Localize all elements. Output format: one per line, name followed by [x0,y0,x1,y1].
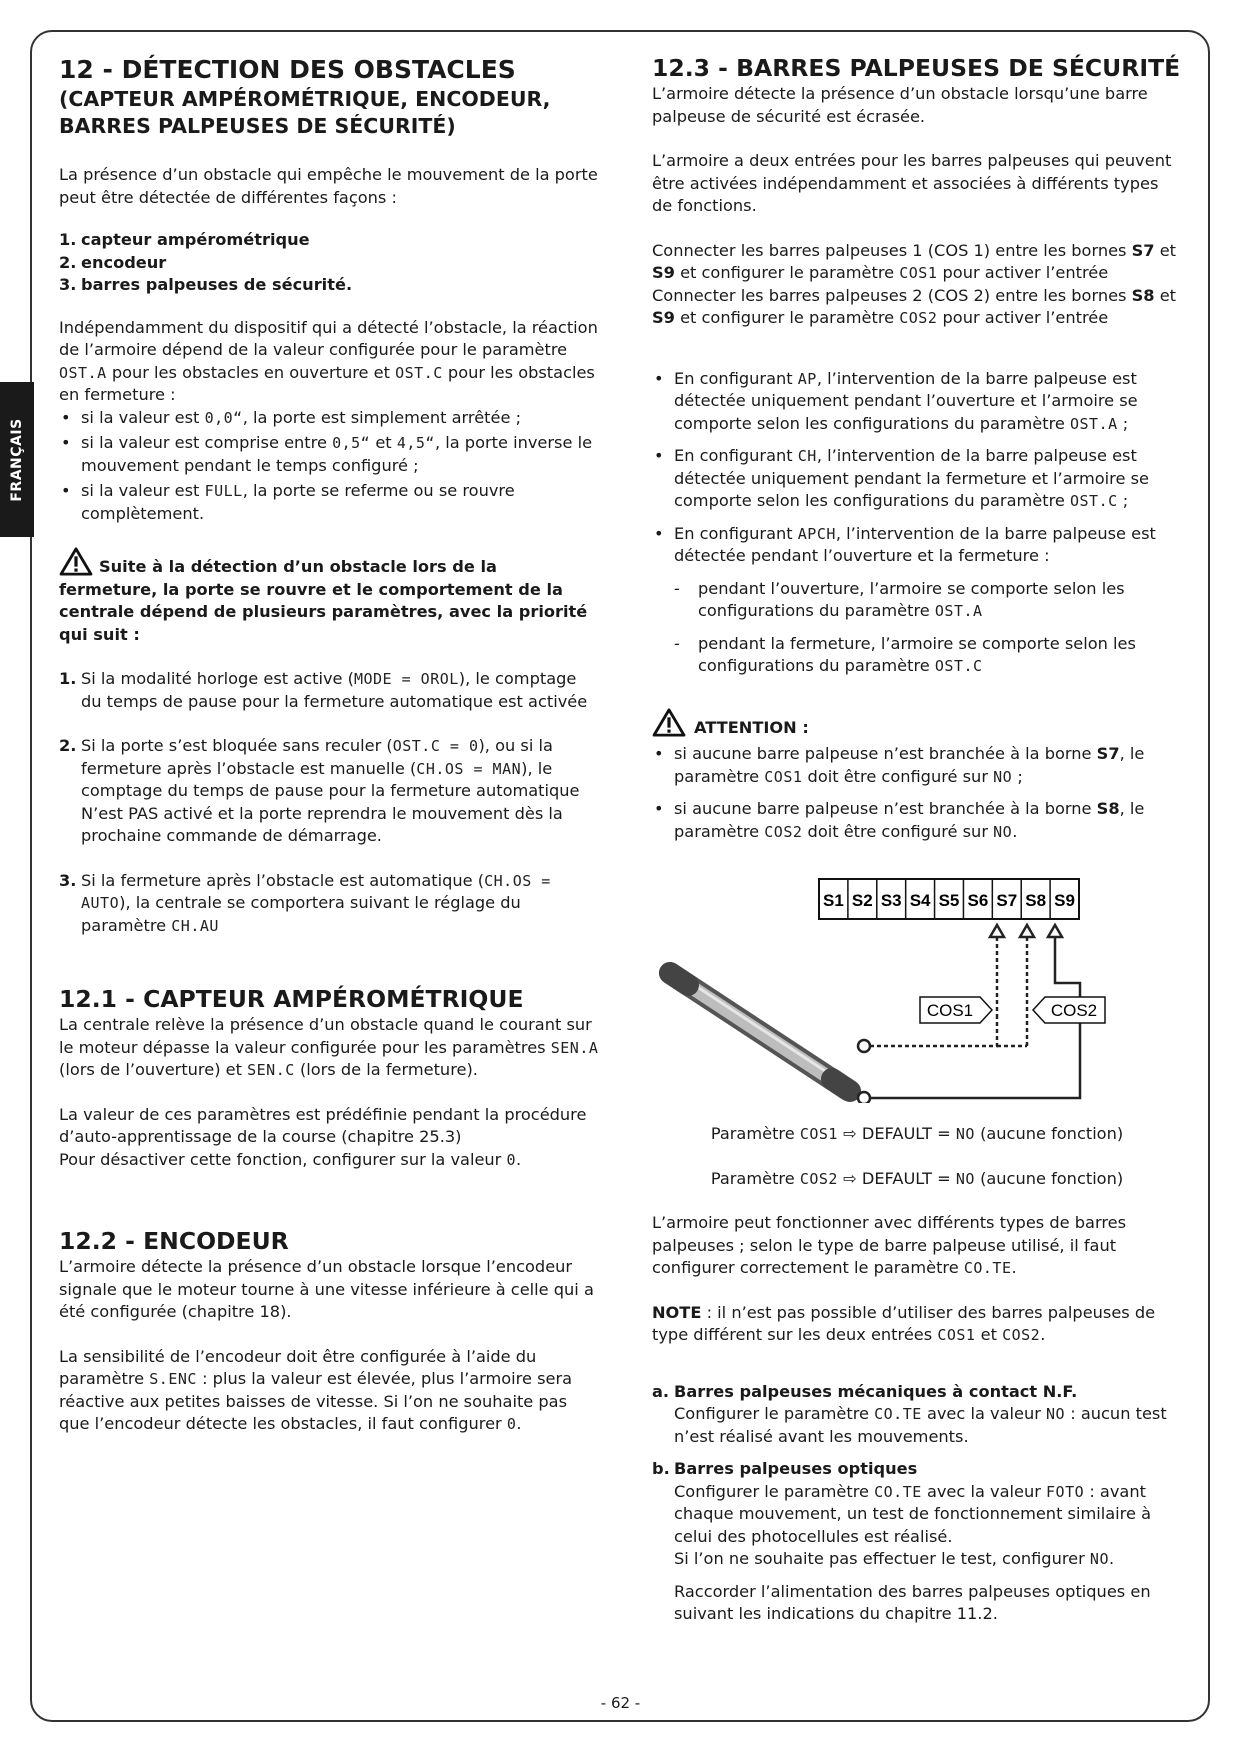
list-item: • si la valeur est comprise entre 0,5“ et 4,5“, la porte inverse le mouvement pendant le temps configuré ; [59,432,599,477]
arrow-right-icon: ⇨ [843,1168,857,1188]
s121-paragraph-3: Pour désactiver cette fonction, configurer sur la valeur 0. [59,1149,522,1169]
language-tab [0,382,34,537]
attention-bullets [652,743,1182,843]
r-paragraph-1: L’armoire détecte la présence d’un obstacle lorsqu’une barre palpeuse de sécurité est écrasée. [652,84,1148,126]
s122-paragraph-1: L’armoire détecte la présence d’un obstacle lorsque l’encodeur signale que le moteur tourne à une vitesse inférieure à celle qui a été configurée (chapitre 18). [59,1257,594,1321]
list-item: 3. barres palpeuses de sécurité. [59,275,353,294]
s121-paragraph-2: La valeur de ces paramètres est prédéfinie pendant la procédure d’auto-apprentissage de la course (chapitre 25.3) [59,1104,587,1146]
safety-edge-wiring-diagram [640,873,1200,1103]
section-12-3-title: 12.3 - BARRES PALPEUSES DE SÉCURITÉ [652,54,1181,82]
terminal-s6: S6 [967,891,989,910]
list-item: • En configurant APCH, l’intervention de la barre palpeuse est détectée pendant l’ouverture et la fermeture : [652,523,1182,568]
warning-triangle-icon [59,547,93,576]
cos2-label: COS2 [1050,1001,1098,1020]
reaction-paragraph: Indépendamment du dispositif qui a détecté l’obstacle, la réaction de l’armoire dépend de la valeur configurée pour le paramètre OST.A pour les obstacles en ouverture et OST.C pour les obstacles en fermeture : [59,317,598,404]
reaction-bullets [59,407,599,526]
section-12-1-title: 12.1 - CAPTEUR AMPÉROMÉTRIQUE [59,985,524,1013]
config-bullets [652,368,1182,568]
list-item: • En configurant CH, l’intervention de la barre palpeuse est détectée uniquement pendant la fermeture et l’armoire se comporte selon les configurations du paramètre OST.C ; [652,445,1182,513]
param-cos2-default: Paramètre COS2 ⇨ DEFAULT = NO (aucune fonction) [710,1168,1124,1188]
list-item: - pendant l’ouverture, l’armoire se comporte selon les configurations du paramètre OST.A [652,578,1182,623]
list-item: a. Barres palpeuses mécaniques à contact N.F. Configurer le paramètre CO.TE avec la valeur NO : aucun test n’est réalisé avant les mouvements. [652,1381,1167,1446]
section-12-title: 12 - DÉTECTION DES OBSTACLES [59,55,516,84]
list-item: • En configurant AP, l’intervention de la barre palpeuse est détectée uniquement pendant l’ouverture et l’armoire se comporte selon les configurations du paramètre OST.A ; [652,368,1182,436]
language-tab-label: FRANÇAIS [9,417,25,502]
terminal-block [819,879,1079,919]
warning-triangle-icon [652,708,686,737]
cos1-label: COS1 [926,1001,974,1020]
list-item: • si aucune barre palpeuse n’est branchée à la borne S8, le paramètre COS2 doit être configuré sur NO. [652,798,1182,843]
intro-paragraph: La présence d’un obstacle qui empêche le mouvement de la porte peut être détectée de différentes façons : [59,165,598,207]
detection-methods-list [59,229,599,297]
connect-paragraph-1: Connecter les barres palpeuses 1 (COS 1) entre les bornes S7 et S9 et configurer le paramètre COS1 pour activer l’entrée [652,240,1177,282]
warning-text: Suite à la détection d’un obstacle lors de la fermeture, la porte se rouvre et le comportement de la centrale dépend de plusieurs paramètres, avec la priorité qui suit : [59,557,588,644]
wiring-diagram-svg [640,873,1200,1103]
page-number: - 62 - [600,1694,641,1712]
list-item: • si la valeur est FULL, la porte se referme ou se rouvre complètement. [59,480,599,525]
terminal-s3: S3 [880,891,902,910]
cos2-tag [1033,997,1105,1023]
terminal-s2: S2 [851,891,873,910]
s121-paragraph-1: La centrale relève la présence d’un obstacle quand le courant sur le moteur dépasse la valeur configurée pour les paramètres SEN.A (lors de l’ouverture) et SEN.C (lors de la fermeture). [59,1015,599,1079]
edge-types-list [652,1381,1182,1626]
list-item: • si la valeur est 0,0“, la porte est simplement arrêtée ; [59,407,599,430]
cos1-tag [920,997,992,1023]
connect-paragraph-2: Connecter les barres palpeuses 2 (COS 2) entre les bornes S8 et S9 et configurer le paramètre COS2 pour activer l’entrée [652,285,1177,327]
list-item: b. Barres palpeuses optiques Configurer le paramètre CO.TE avec la valeur FOTO : avant chaque mouvement, un test de fonctionnement similaire à celui des photocellules est réalisé. Si l’on ne souhaite pas effectuer le test, configurer NO. Raccorder l’alimentation des barres palpeuses optiques en suivant les indications du chapitre 11.2. [652,1459,1151,1623]
list-item: - pendant la fermeture, l’armoire se comporte selon les configurations du paramètre OST.C [652,633,1182,678]
arrow-right-icon: ⇨ [843,1124,857,1143]
terminal-s5: S5 [938,891,960,910]
priority-list [59,668,599,937]
note-paragraph: NOTE : il n’est pas possible d’utiliser des barres palpeuses de type différent sur les deux entrées COS1 et COS2. [652,1302,1156,1344]
r-paragraph-2: L’armoire a deux entrées pour les barres palpeuses qui peuvent être activées indépendamment et associées à différents types de fonctions. [652,151,1172,215]
section-12-subtitle-2: BARRES PALPEUSES DE SÉCURITÉ) [59,114,456,138]
list-item: 1. Si la modalité horloge est active (MODE = OROL), le comptage du temps de pause pour la fermeture automatique est activée [59,669,588,711]
warning-block [59,547,599,646]
terminal-s1: S1 [823,891,844,910]
list-item: 2. encodeur [59,252,167,272]
attention-heading: ATTENTION : [652,708,1182,740]
param-cos1-default: Paramètre COS1 ⇨ DEFAULT = NO (aucune fonction) [710,1124,1124,1143]
section-12-subtitle-1: (CAPTEUR AMPÉROMÉTRIQUE, ENCODEUR, [59,87,551,111]
right-column [652,54,1182,1626]
s122-paragraph-2: La sensibilité de l’encodeur doit être configurée à l’aide du paramètre S.ENC : plus la valeur est élevée, plus l’armoire sera réactive aux petites baisses de vitesse. Si l’on ne souhaite pas que l’encodeur détecte les obstacles, il faut configurer 0. [59,1346,573,1433]
section-12-2-title: 12.2 - ENCODEUR [59,1227,289,1255]
terminal-s4: S4 [909,891,931,910]
left-column [59,54,599,1436]
list-item: 1. capteur ampérométrique [59,230,310,249]
terminal-s8: S8 [1025,891,1047,910]
list-item: • si aucune barre palpeuse n’est branchée à la borne S7, le paramètre COS1 doit être configuré sur NO ; [652,743,1182,788]
apch-sublist [652,578,1182,678]
list-item: 3. Si la fermeture après l’obstacle est automatique (CH.OS = AUTO), la centrale se comportera suivant le réglage du paramètre CH.AU [59,870,551,935]
terminal-s7: S7 [996,891,1018,910]
safety-edge-bar [670,969,850,1091]
list-item: 2. Si la porte s’est bloquée sans reculer (OST.C = 0), ou si la fermeture après l’obstacle est manuelle (CH.OS = MAN), le comptage du temps de pause pour la fermeture automatique N’est PAS activé et la porte reprendra le mouvement dès la prochaine commande de démarrage. [59,736,580,845]
types-paragraph: L’armoire peut fonctionner avec différents types de barres palpeuses ; selon le type de barre palpeuse utilisé, il faut configurer correctement le paramètre CO.TE. [652,1213,1127,1277]
terminal-s9: S9 [1054,891,1075,910]
